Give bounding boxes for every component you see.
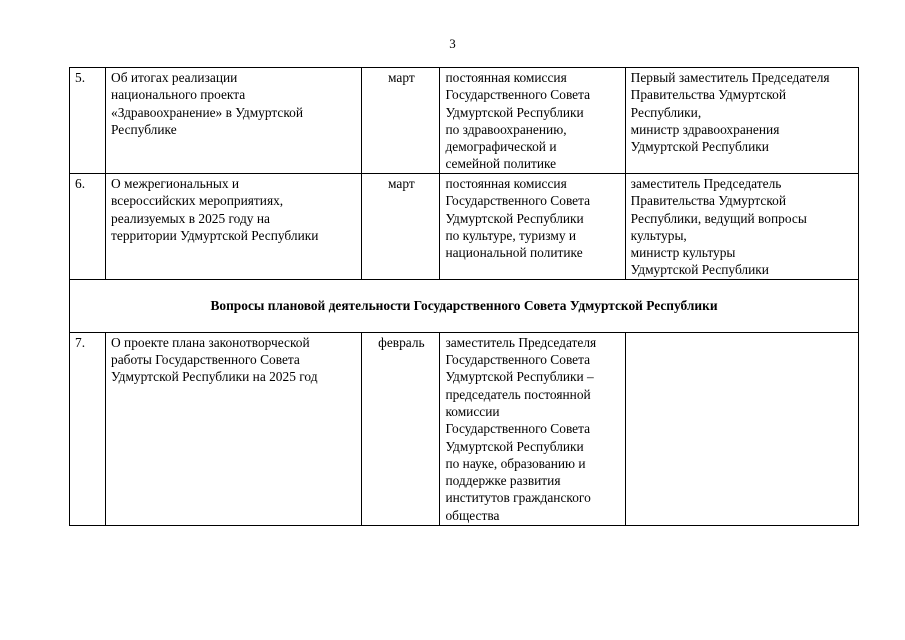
table-row bbox=[70, 68, 859, 174]
agenda-item-month: март bbox=[362, 68, 440, 174]
row-number: 6. bbox=[70, 174, 106, 280]
section-heading-row bbox=[70, 279, 859, 332]
plan-table bbox=[69, 67, 859, 526]
agenda-item-title: О межрегиональных и всероссийских мероприятиях, реализуемых в 2025 году на территории Удмуртской Республики bbox=[106, 174, 362, 280]
agenda-item-title: Об итогах реализации национального проекта «Здравоохранение» в Удмуртской Республике bbox=[106, 68, 362, 174]
agenda-item-speaker bbox=[625, 332, 858, 525]
page-number: 3 bbox=[449, 36, 456, 51]
agenda-item-responsible: заместитель Председателя Государственного Совета Удмуртской Республики – председатель постоянной комиссии Государственного Совета Удмуртской Республики по науке, образованию и поддержке развития институтов гражданского общества bbox=[440, 332, 625, 525]
agenda-item-responsible: постоянная комиссия Государственного Совета Удмуртской Республики по здравоохранению, демографической и семейной политике bbox=[440, 68, 625, 174]
section-heading: Вопросы плановой деятельности Государственного Совета Удмуртской Республики bbox=[70, 279, 859, 332]
agenda-item-month: март bbox=[362, 174, 440, 280]
table-row bbox=[70, 174, 859, 280]
row-number: 7. bbox=[70, 332, 106, 525]
agenda-item-month: февраль bbox=[362, 332, 440, 525]
agenda-item-speaker: Первый заместитель Председателя Правительства Удмуртской Республики, министр здравоохранения Удмуртской Республики bbox=[625, 68, 858, 174]
agenda-item-title: О проекте плана законотворческой работы Государственного Совета Удмуртской Республики на 2025 год bbox=[106, 332, 362, 525]
table-row bbox=[70, 332, 859, 525]
agenda-item-speaker: заместитель Председатель Правительства Удмуртской Республики, ведущий вопросы культуры, министр культуры Удмуртской Республики bbox=[625, 174, 858, 280]
agenda-item-responsible: постоянная комиссия Государственного Совета Удмуртской Республики по культуре, туризму и национальной политике bbox=[440, 174, 625, 280]
row-number: 5. bbox=[70, 68, 106, 174]
